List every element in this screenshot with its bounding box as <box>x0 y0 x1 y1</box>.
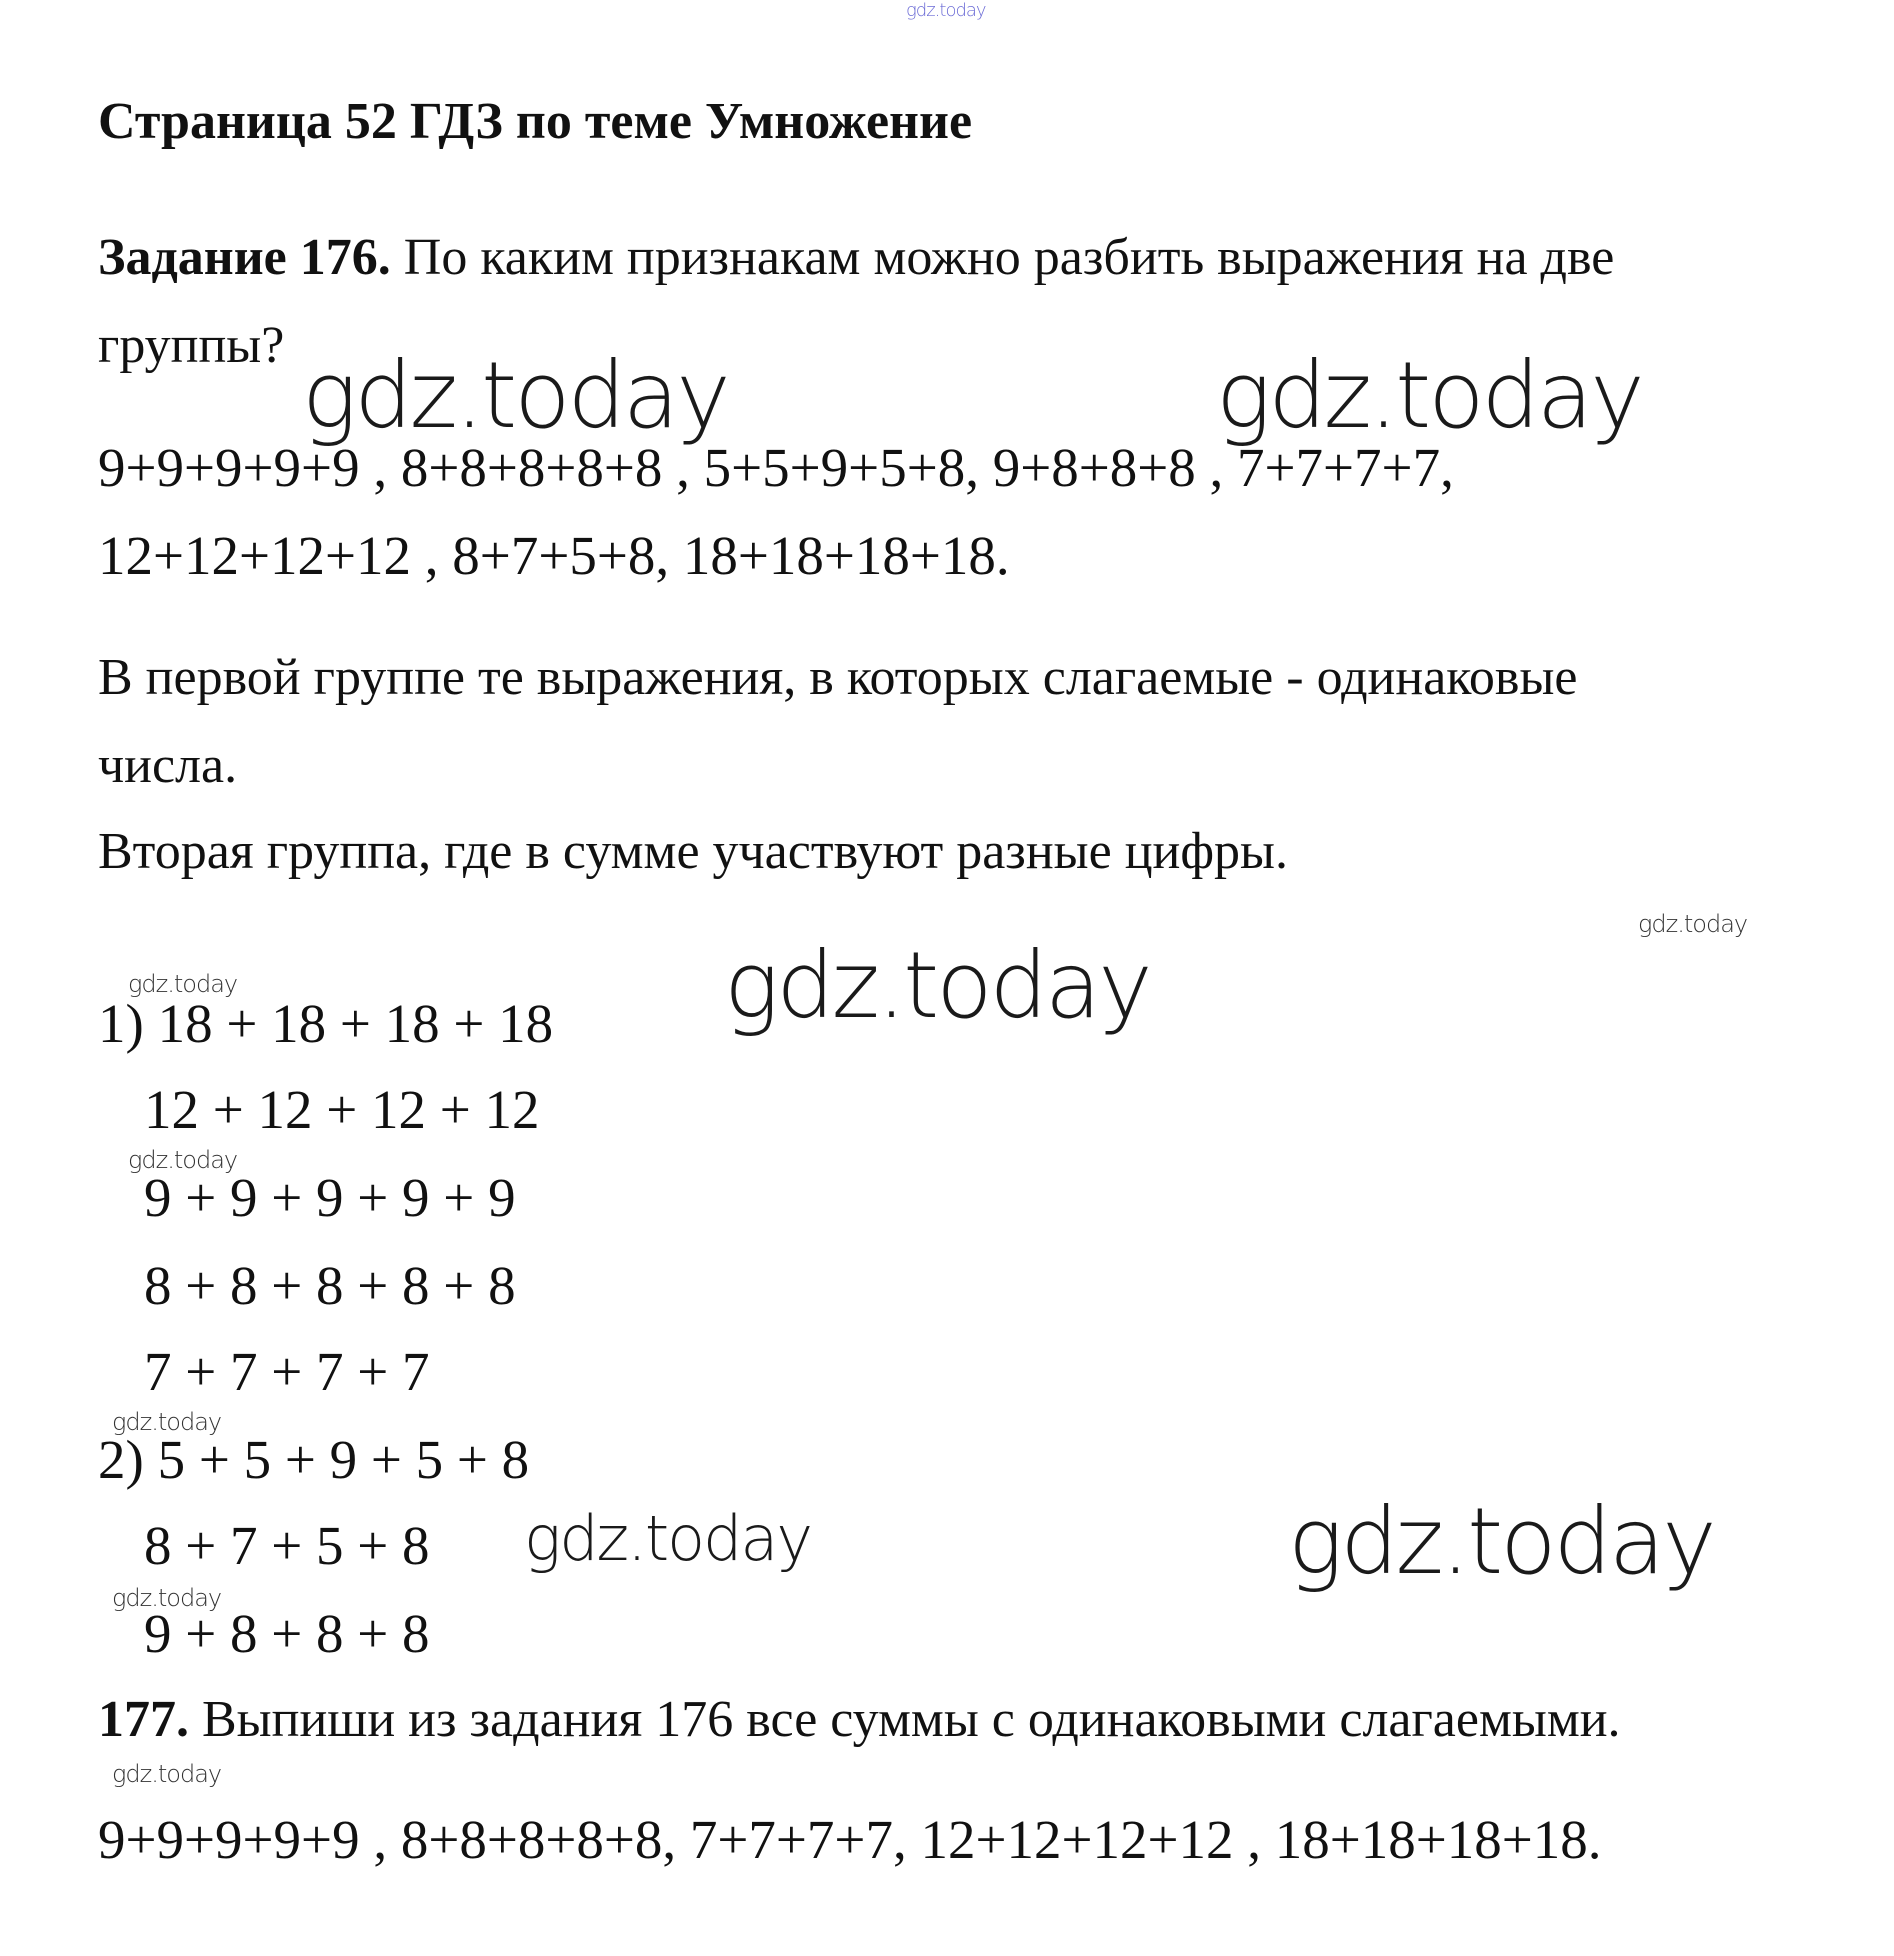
group1-item: 9 + 9 + 9 + 9 + 9 <box>144 1167 516 1228</box>
group2-item: 8 + 7 + 5 + 8 <box>144 1515 430 1576</box>
page-title: Страница 52 ГДЗ по теме Умножение <box>98 93 973 150</box>
watermark-medium: gdz.today <box>524 1502 812 1575</box>
answer-line-1: В первой группе те выражения, в которых слагаемые - одинаковые <box>98 649 1578 706</box>
task-177-question-text: Выпиши из задания 176 все суммы с одинаковыми слагаемыми. <box>189 1691 1621 1748</box>
group2-item: 2) 5 + 5 + 9 + 5 + 8 <box>98 1429 530 1490</box>
answer-line-2: числа. <box>98 737 238 794</box>
watermark-large-1: gdz.today <box>302 342 728 449</box>
watermark-large-3: gdz.today <box>724 932 1150 1039</box>
watermark-small-1: gdz.today <box>1638 910 1748 938</box>
task-176-question-text: По каким признакам можно разбить выражения на две <box>390 229 1615 286</box>
group1-item: 1) 18 + 18 + 18 + 18 <box>98 993 554 1054</box>
task-176-question-cont: группы? <box>98 317 285 374</box>
watermark-small-4: gdz.today <box>112 1408 222 1436</box>
answer-line-3: Вторая группа, где в сумме участвуют разные цифры. <box>98 823 1288 880</box>
group1-item: 7 + 7 + 7 + 7 <box>144 1341 430 1402</box>
task-177-label: 177. <box>98 1691 189 1748</box>
group1-item: 12 + 12 + 12 + 12 <box>144 1079 540 1140</box>
watermark-small-5: gdz.today <box>112 1584 222 1612</box>
group2-item: 9 + 8 + 8 + 8 <box>144 1603 430 1664</box>
task-177-answer: 9+9+9+9+9 , 8+8+8+8+8, 7+7+7+7, 12+12+12+12 , 18+18+18+18. <box>98 1809 1602 1870</box>
watermark-small-2: gdz.today <box>128 970 238 998</box>
watermark-small-3: gdz.today <box>128 1146 238 1174</box>
task-176-question <box>98 229 1615 286</box>
watermark-small-6: gdz.today <box>112 1760 222 1788</box>
expressions-line-2: 12+12+12+12 , 8+7+5+8, 18+18+18+18. <box>98 525 1010 586</box>
watermark-top: gdz.today <box>906 0 986 21</box>
task-177-question <box>98 1691 1621 1748</box>
group1-item: 8 + 8 + 8 + 8 + 8 <box>144 1255 516 1316</box>
task-176-label: Задание 176. <box>98 229 391 286</box>
watermark-large-2: gdz.today <box>1216 342 1642 449</box>
watermark-large-4: gdz.today <box>1288 1488 1714 1595</box>
expressions-line-1: 9+9+9+9+9 , 8+8+8+8+8 , 5+5+9+5+8, 9+8+8+8 , 7+7+7+7, <box>98 437 1454 498</box>
